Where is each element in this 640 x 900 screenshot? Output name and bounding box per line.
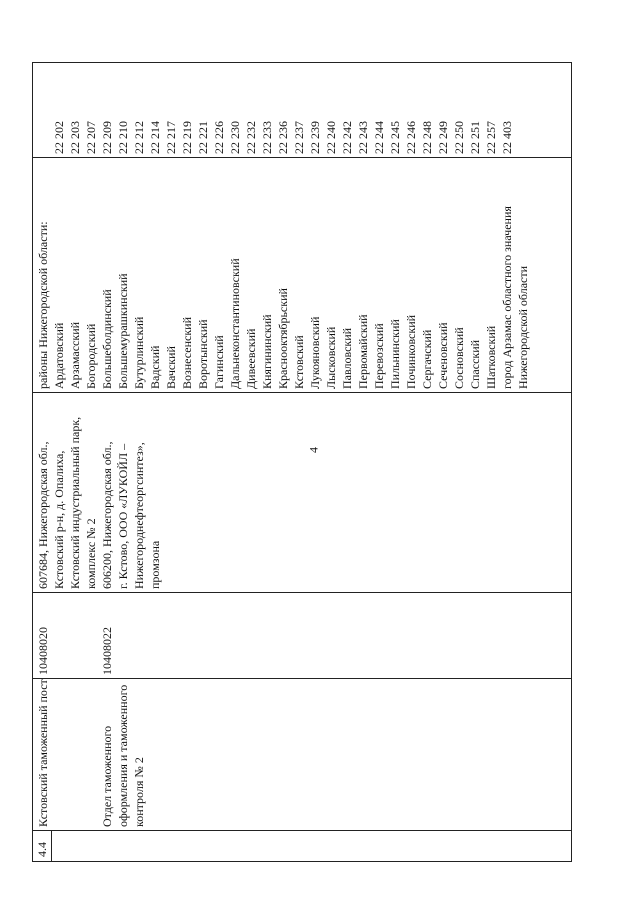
post-name-cell [35, 679, 147, 827]
region-code: 22 219 [180, 121, 194, 154]
region-name: Сосновский [452, 327, 466, 389]
region-name: Богородский [84, 323, 98, 389]
region-code: 22 249 [436, 121, 450, 154]
region-name: Кстовский [292, 335, 306, 389]
region-name: Ардатовский [52, 322, 66, 389]
city-code: 22 403 [500, 121, 514, 154]
region-code: 22 246 [404, 121, 418, 154]
region-code: 22 242 [340, 121, 354, 154]
post-address-line: комплекс № 2 [84, 518, 98, 589]
region-name: Бутурлинский [132, 316, 146, 389]
region-code: 22 237 [292, 121, 306, 154]
region-name: Дальнеконстантиновский [228, 258, 242, 389]
region-name: Гагинский [212, 335, 226, 389]
region-code: 22 240 [324, 121, 338, 154]
region-name: Первомайский [356, 314, 370, 389]
region-code: 22 207 [84, 121, 98, 154]
region-code: 22 250 [452, 121, 466, 154]
regions-header: районы Нижегородской области: [36, 221, 50, 389]
column-divider [33, 392, 571, 393]
regions-cell [35, 206, 531, 389]
row-number-divider [51, 831, 52, 861]
region-name: Сергачский [420, 329, 434, 389]
region-name: Сеченовский [436, 322, 450, 389]
column-divider [33, 592, 571, 593]
region-name: Дивеевский [244, 328, 258, 389]
region-name: Княгининский [260, 314, 274, 389]
region-code: 22 202 [52, 121, 66, 154]
post-code: 10408022 [100, 627, 114, 675]
region-code: 22 210 [116, 121, 130, 154]
region-code: 22 239 [308, 121, 322, 154]
region-code: 22 209 [100, 121, 114, 154]
region-code: 22 214 [148, 121, 162, 154]
region-name: Пильнинский [388, 319, 402, 389]
region-code: 22 232 [244, 121, 258, 154]
region-name: Вадский [148, 345, 162, 389]
region-code: 22 221 [196, 121, 210, 154]
column-divider [33, 157, 571, 158]
post-name-line: Отдел таможенного [100, 725, 114, 827]
region-name: Вачский [164, 346, 178, 389]
page-number: 4 [306, 447, 321, 453]
row-number: 4.4 [35, 842, 49, 857]
post-address-line: промзона [148, 540, 162, 589]
customs-table [32, 62, 572, 862]
column-divider [33, 830, 571, 831]
region-code: 22 236 [276, 121, 290, 154]
region-name: Лукояновский [308, 316, 322, 389]
region-name: Арзамасский [68, 321, 82, 389]
region-name: Починковский [404, 314, 418, 389]
city-name-line: Нижегородской области [516, 265, 530, 389]
region-code: 22 203 [68, 121, 82, 154]
region-code: 22 243 [356, 121, 370, 154]
region-name: Павловский [340, 327, 354, 389]
region-code: 22 217 [164, 121, 178, 154]
post-address-line: Нижегороднефтеоргсинтез», [132, 442, 146, 589]
post-code-cell [35, 627, 115, 675]
region-name: Шатковский [484, 325, 498, 389]
region-name: Большеболдинский [100, 289, 114, 389]
region-code: 22 248 [420, 121, 434, 154]
post-address-line: г. Кстово, ООО «ЛУКОЙЛ – [116, 443, 130, 589]
region-code: 22 226 [212, 121, 226, 154]
region-code: 22 230 [228, 121, 242, 154]
post-address-line: Кстовский индустриальный парк, [68, 416, 82, 589]
region-code: 22 212 [132, 121, 146, 154]
region-name: Перевозский [372, 323, 386, 389]
region-name: Краснооктябрьский [276, 288, 290, 389]
post-name-line: контроля № 2 [132, 757, 146, 827]
region-name: Спасский [468, 339, 482, 389]
region-code: 22 233 [260, 121, 274, 154]
region-code: 22 245 [388, 121, 402, 154]
region-name: Большемурашкинский [116, 273, 130, 389]
city-name-line: город Арзамас областного значения [500, 206, 514, 389]
region-code: 22 244 [372, 121, 386, 154]
region-codes-cell [35, 121, 515, 154]
region-name: Вознесенский [180, 316, 194, 389]
rotated-page [32, 62, 572, 862]
post-address-line: Кстовский р-н, д. Опалиха, [52, 450, 66, 589]
post-address-line: 606200, Нижегородская обл., [100, 441, 114, 589]
region-name: Воротынский [196, 319, 210, 389]
post-name-line: оформления и таможенного [116, 684, 130, 827]
region-code: 22 257 [484, 121, 498, 154]
region-name: Лысковский [324, 326, 338, 389]
post-address-line: 607684, Нижегородская обл., [36, 441, 50, 589]
post-name-line: Кстовский таможенный пост [36, 679, 50, 827]
post-address-cell [35, 417, 163, 589]
post-code: 10408020 [36, 627, 50, 675]
region-code: 22 251 [468, 121, 482, 154]
